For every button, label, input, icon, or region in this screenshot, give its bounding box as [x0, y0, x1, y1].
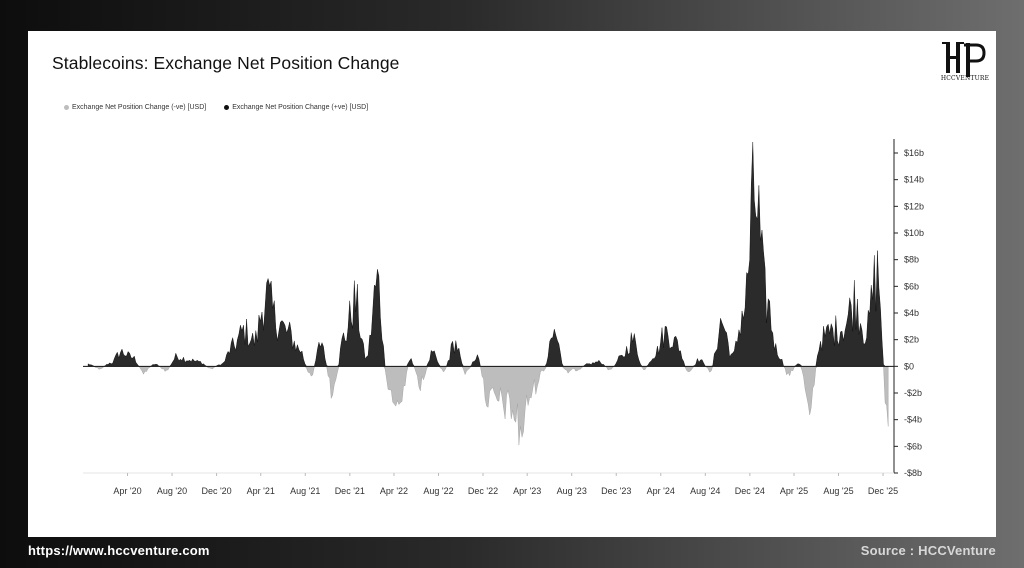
series-area-negative	[88, 366, 888, 445]
x-tick-label: Dec '25	[867, 486, 899, 496]
x-tick-label: Apr '23	[513, 486, 542, 496]
x-tick-label: Apr '24	[646, 486, 675, 496]
x-tick-label: Apr '25	[779, 486, 809, 496]
x-tick-label: Dec '23	[601, 486, 632, 496]
logo-wordmark: HCCVENTURE	[940, 75, 990, 82]
x-tick-label: Aug '25	[823, 486, 854, 496]
x-tick-label: Dec '24	[734, 486, 765, 496]
y-tick-label: -$4b	[904, 414, 923, 425]
legend-dot-negative	[64, 105, 69, 110]
x-tick-label: Aug '20	[156, 486, 188, 496]
x-tick-label: Apr '20	[113, 486, 142, 496]
x-tick-label: Dec '22	[467, 486, 499, 496]
website-link[interactable]: https://www.hccventure.com	[28, 543, 210, 558]
y-tick-label: $14b	[904, 174, 925, 185]
chart-title: Stablecoins: Exchange Net Position Change	[52, 53, 400, 73]
y-tick-label: -$6b	[904, 441, 923, 452]
legend-item-negative[interactable]	[64, 104, 206, 111]
chart-card	[28, 31, 996, 537]
x-tick-label: Aug '21	[290, 486, 321, 496]
x-tick-label: Apr '22	[379, 486, 409, 496]
y-tick-label: $12b	[904, 201, 925, 212]
y-tick-label: $16b	[904, 148, 925, 158]
x-tick-label: Dec '20	[201, 486, 232, 496]
y-tick-label: $8b	[904, 254, 920, 265]
legend-label-positive: Exchange Net Position Change (+ve) [USD]	[232, 104, 369, 111]
x-tick-label: Apr '21	[246, 486, 275, 496]
legend	[64, 104, 384, 112]
y-tick-label: $6b	[904, 281, 920, 292]
y-tick-label: -$2b	[904, 388, 923, 398]
x-tick-label: Dec '21	[334, 486, 365, 496]
y-tick-label: $2b	[904, 334, 920, 345]
series-area-positive	[88, 142, 888, 366]
y-tick-label: $10b	[904, 228, 925, 238]
x-tick-label: Aug '23	[556, 486, 587, 496]
legend-label-negative: Exchange Net Position Change (-ve) [USD]	[72, 104, 207, 111]
y-tick-label: $4b	[904, 308, 920, 318]
y-tick-label: $0	[904, 361, 915, 372]
legend-item-positive[interactable]	[224, 104, 368, 111]
y-tick-label: -$8b	[904, 468, 923, 478]
x-tick-label: Aug '22	[423, 486, 454, 496]
source-credit: Source : HCCVenture	[860, 543, 996, 558]
x-tick-label: Aug '24	[690, 486, 721, 496]
legend-dot-positive	[224, 105, 229, 110]
